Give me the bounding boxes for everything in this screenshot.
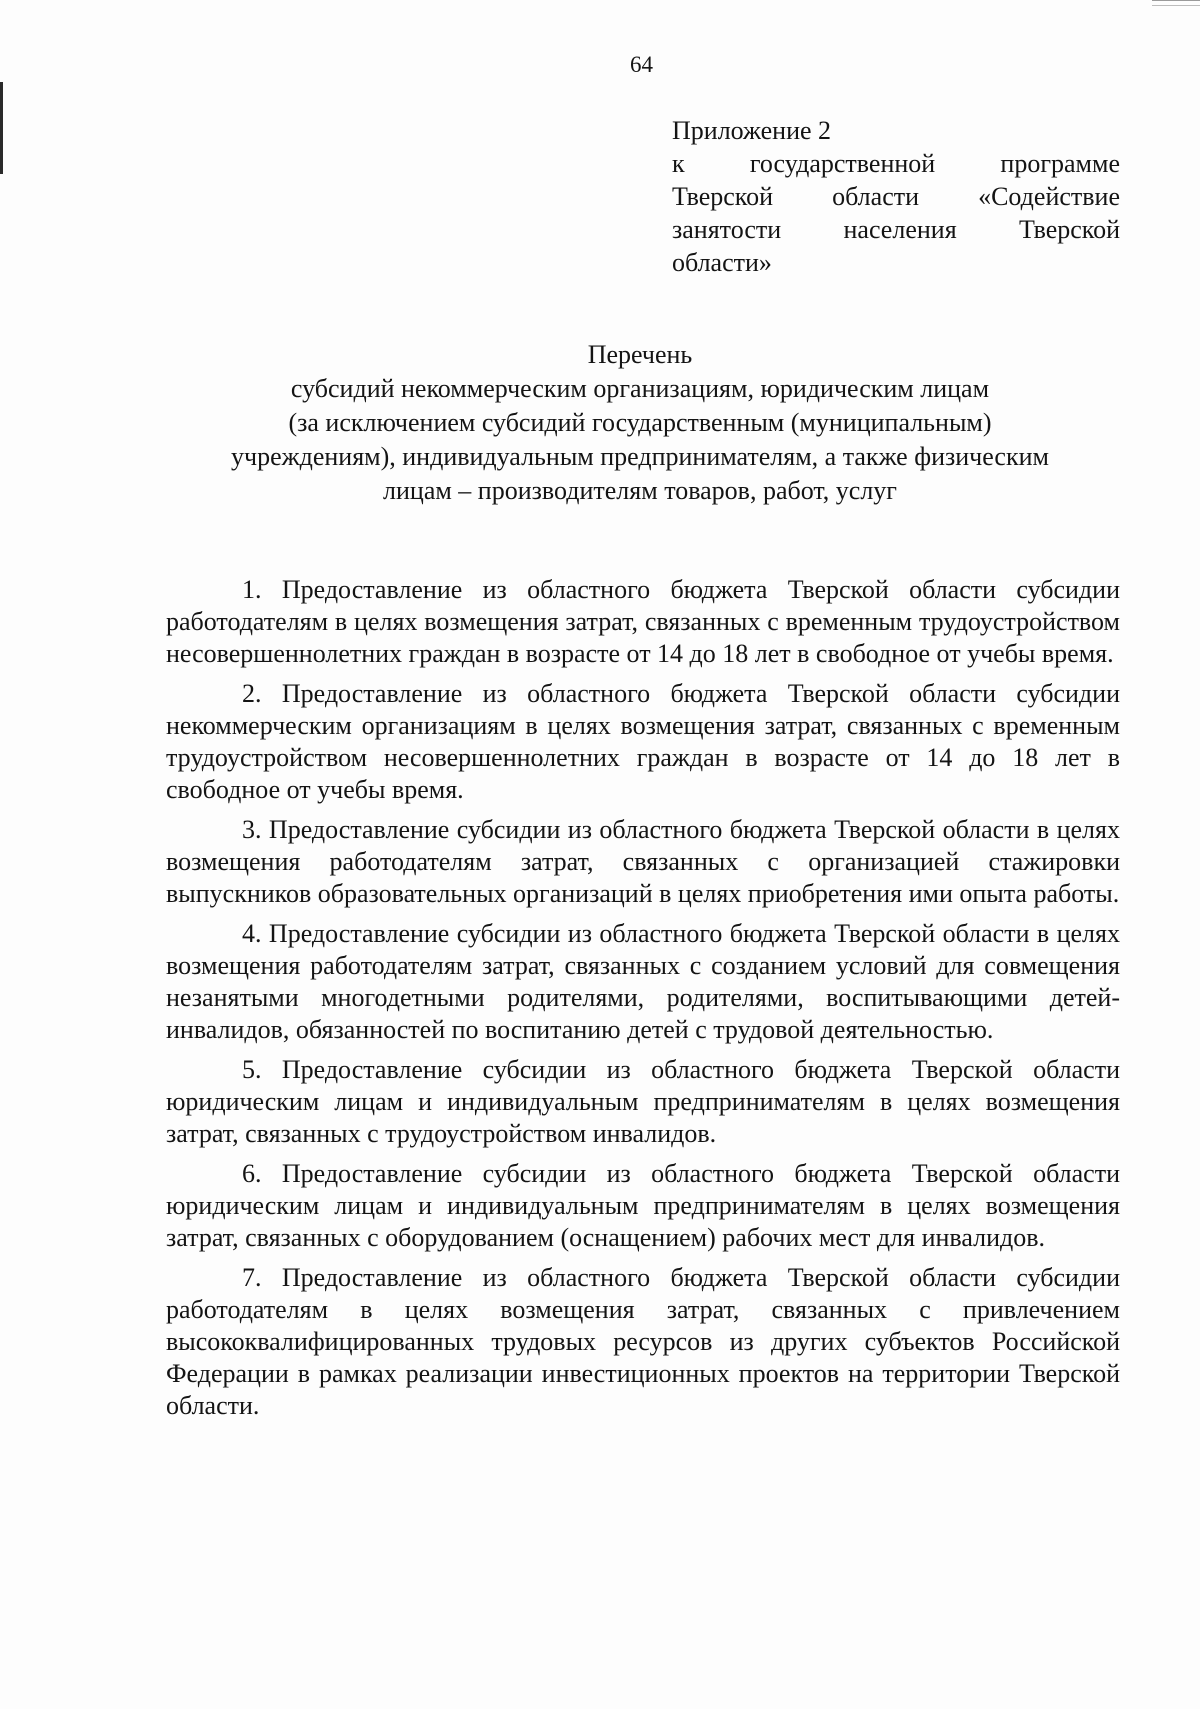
list-item: 4. Предоставление субсидии из областного бюджета Тверской области в целях возмещения работодателям затрат, связанных с созданием условий для совмещения незанятыми многодетными родителями, родителями, воспитывающими детей-инвалидов, обязанностей по воспитанию детей с трудовой деятельностью. (166, 919, 1120, 1044)
subsidy-list (166, 574, 1120, 1430)
heading-subtitle-line: субсидий некоммерческим организациям, юридическим лицам (290, 374, 990, 403)
heading-title: Перечень (587, 340, 693, 369)
annex-reference (672, 114, 1120, 279)
document-heading (160, 338, 1120, 508)
list-item: 2. Предоставление из областного бюджета Тверской области субсидии некоммерческим организациям в целях возмещения затрат, связанных с временным трудоустройством несовершеннолетних граждан в возрасте от 14 до 18 лет в свободное от учебы время. (166, 679, 1120, 804)
page-number: 64 (630, 52, 653, 77)
annex-line: Приложение 2 (672, 116, 832, 145)
annex-line: к государственной программе (672, 149, 1120, 178)
annex-line: занятости населения Тверской (672, 215, 1120, 244)
scan-edge-mark (0, 82, 3, 174)
annex-line: Тверской области «Содействие (672, 182, 1120, 211)
heading-subtitle-line: учреждениям), индивидуальным предпринимателям, а также физическим (231, 442, 1049, 471)
scan-corner-mark (1152, 0, 1200, 6)
list-item: 5. Предоставление субсидии из областного бюджета Тверской области юридическим лицам и индивидуальным предпринимателям в целях возмещения затрат, связанных с трудоустройством инвалидов. (166, 1055, 1120, 1148)
list-item: 7. Предоставление из областного бюджета Тверской области субсидии работодателям в целях возмещения затрат, связанных с привлечением высококвалифицированных трудовых ресурсов из других субъектов Российской Федерации в рамках реализации инвестиционных проектов на территории Тверской области. (166, 1263, 1120, 1420)
list-item: 1. Предоставление из областного бюджета Тверской области субсидии работодателям в целях возмещения затрат, связанных с временным трудоустройством несовершеннолетних граждан в возрасте от 14 до 18 лет в свободное от учебы время. (166, 575, 1120, 668)
list-item: 6. Предоставление субсидии из областного бюджета Тверской области юридическим лицам и индивидуальным предпринимателям в целях возмещения затрат, связанных с оборудованием (оснащением) рабочих мест для инвалидов. (166, 1159, 1120, 1252)
heading-subtitle-line: (за исключением субсидий государственным (муниципальным) (288, 408, 992, 437)
list-item: 3. Предоставление субсидии из областного бюджета Тверской области в целях возмещения работодателям затрат, связанных с организацией стажировки выпускников образовательных организаций в целях приобретения ими опыта работы. (166, 815, 1120, 908)
annex-line: области» (672, 248, 772, 277)
heading-subtitle-line: лицам – производителям товаров, работ, услуг (383, 476, 897, 505)
